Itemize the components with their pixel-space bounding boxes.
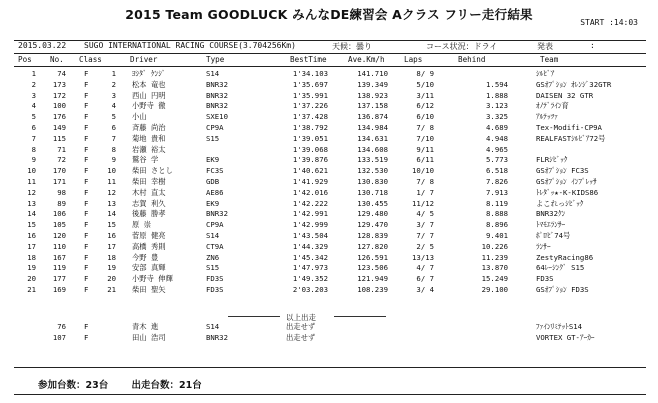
table-row — [0, 188, 658, 197]
cell-no: 100 — [52, 101, 66, 111]
cell-driver: 柴田 幸樹 — [132, 177, 166, 186]
cell-no: 176 — [52, 112, 66, 122]
cell-pos: 3 — [31, 90, 36, 100]
cell-behind: 1.594 — [486, 79, 508, 89]
cell-class: F — [84, 187, 89, 197]
cell-pos: 17 — [27, 241, 36, 251]
cell-no: 89 — [57, 198, 66, 208]
cell-laps: 8/ 9 — [416, 69, 434, 78]
table-row — [0, 242, 658, 251]
cell-best: 1'39.068 — [292, 144, 328, 154]
table-row — [0, 101, 658, 110]
cell-ave: 121.949 — [357, 274, 388, 284]
cell-ave: 141.710 — [357, 69, 388, 78]
cell-laps: 9/11 — [416, 144, 434, 154]
cell-best: 1'34.103 — [292, 69, 328, 78]
header-team: Team — [540, 55, 559, 64]
cell-class-pos: 9 — [111, 155, 116, 165]
event-date: 2015.03.22 — [18, 41, 67, 50]
cell-behind: 7.826 — [486, 177, 508, 186]
cell-driver: 高橋 秀則 — [132, 241, 166, 251]
cell-type: EK9 — [206, 155, 220, 165]
cell-driver: 柴田 さとし — [132, 166, 173, 176]
cell-behind: 11.239 — [481, 252, 508, 262]
cell-laps: 4/ 5 — [416, 209, 434, 219]
cell-best: 1'42.016 — [292, 187, 328, 197]
cell-pos: 14 — [27, 209, 36, 219]
header-ave: Ave.Km/h — [348, 55, 385, 64]
header-pos: Pos — [18, 55, 32, 64]
cell-ave: 134.608 — [357, 144, 388, 154]
divider-footer-top — [14, 367, 646, 368]
cell-class: F — [84, 177, 89, 186]
cell-behind: 3.123 — [486, 101, 508, 111]
cell-laps: 11/12 — [412, 198, 434, 208]
cell-behind: 8.119 — [486, 198, 508, 208]
cell-laps: 10/10 — [412, 166, 434, 176]
cell-team: よこれっｼﾋﾞｯｸ — [536, 198, 584, 208]
cell-no: 106 — [52, 209, 66, 219]
cell-driver: 原 崇 — [132, 220, 151, 230]
cell-class: F — [84, 274, 89, 284]
cell-no: 76 — [57, 322, 66, 331]
cell-best: 1'40.621 — [292, 166, 328, 176]
course-condition: コース状況：ドライ — [426, 42, 498, 51]
cell-team: GSｵﾌﾟｼｮﾝ FD3S — [536, 285, 589, 294]
cell-pos: 2 — [31, 79, 36, 89]
table-row — [0, 91, 658, 100]
cell-ave: 127.820 — [357, 241, 388, 251]
cell-behind: 3.325 — [486, 112, 508, 122]
cell-team: GSｵﾌﾟｼｮﾝ FC3S — [536, 166, 589, 176]
cell-type: GDB — [206, 177, 220, 186]
divider-header — [14, 66, 646, 67]
cell-driver: ﾖｼﾀﾞ ｹﾝｼﾞ — [132, 69, 166, 78]
cell-behind: 10.226 — [481, 241, 508, 251]
table-header — [0, 55, 658, 65]
header-class: Class — [79, 55, 102, 64]
cell-pos: 10 — [27, 166, 36, 176]
cell-laps: 3/11 — [416, 90, 434, 100]
cell-type: S14 — [206, 231, 220, 240]
cell-pos: 13 — [27, 198, 36, 208]
cell-no: 98 — [57, 187, 66, 197]
cell-ave: 139.349 — [357, 79, 388, 89]
cell-behind: 4.689 — [486, 123, 508, 132]
cell-class-pos: 2 — [111, 79, 116, 89]
start-time: START :14:03 — [580, 18, 638, 27]
cell-class-pos: 20 — [107, 274, 116, 284]
cell-type: CT9A — [206, 241, 224, 251]
cell-ave: 134.984 — [357, 123, 388, 132]
cell-no: 177 — [52, 274, 66, 284]
cell-behind: 8.896 — [486, 220, 508, 230]
cell-class-pos: 3 — [111, 90, 116, 100]
cell-type: AE86 — [206, 187, 224, 197]
cell-pos: 6 — [31, 123, 36, 132]
cell-type: FD3S — [206, 285, 224, 294]
cell-class: F — [84, 285, 89, 294]
cell-behind: 29.100 — [481, 285, 508, 294]
cell-team: BNR32ｸﾝ — [536, 209, 566, 219]
cell-driver: 西山 円明 — [132, 90, 166, 100]
cell-driver: 鷲谷 学 — [132, 155, 159, 165]
table-row — [0, 274, 658, 283]
cell-no: 107 — [52, 332, 66, 342]
header-best: BestTime — [290, 55, 327, 64]
cell-pos: 12 — [27, 187, 36, 197]
cell-ave: 129.470 — [357, 220, 388, 230]
cell-behind: 13.870 — [481, 263, 508, 273]
cell-class-pos: 13 — [107, 198, 116, 208]
cell-team: GSｵﾌﾟｼｮﾝ ｲﾝﾌﾟﾚｯｻ — [536, 177, 597, 186]
cell-laps: 7/ 8 — [416, 177, 434, 186]
cell-laps: 4/ 7 — [416, 263, 434, 273]
cell-driver: 青木 進 — [132, 322, 159, 331]
cell-best: 1'42.991 — [292, 209, 328, 219]
cell-class-pos: 8 — [111, 144, 116, 154]
entries-count: 参加台数：23台 — [38, 380, 109, 391]
cell-driver: 木村 直太 — [132, 187, 166, 197]
table-row — [0, 253, 658, 262]
cell-team: ﾌｧｲﾝﾘﾐﾃｯﾄS14 — [536, 322, 583, 331]
table-row — [0, 166, 658, 175]
footer-summary — [38, 377, 222, 391]
table-row — [0, 231, 658, 240]
table-row — [0, 123, 658, 132]
cell-class-pos: 10 — [107, 166, 116, 176]
cell-laps: 2/ 5 — [416, 241, 434, 251]
cell-laps: 6/12 — [416, 101, 434, 111]
cell-class: F — [84, 263, 89, 273]
cell-laps: 7/10 — [416, 133, 434, 143]
cell-class: F — [84, 90, 89, 100]
cell-driver: 小野寺 徹 — [132, 101, 166, 111]
cell-type: BNR32 — [206, 79, 228, 89]
cell-behind: 9.401 — [486, 231, 508, 240]
cell-driver: 柴田 聖矢 — [132, 285, 166, 294]
cell-type: S15 — [206, 263, 220, 273]
cell-class: F — [84, 198, 89, 208]
page-title: 2015 Team GOODLUCK みんなDE練習会 Aクラス フリー走行結果 — [125, 7, 533, 22]
cell-no: 172 — [52, 90, 66, 100]
cell-ave: 130.455 — [357, 198, 388, 208]
cell-driver: 小山 — [132, 112, 147, 122]
cell-best: 1'43.504 — [292, 231, 328, 240]
cell-team: ZestyRacing86 — [536, 252, 594, 262]
cell-team: DAISEN 32 GTR — [536, 90, 594, 100]
cell-best: 1'35.697 — [292, 79, 328, 89]
cell-team: ｼﾙﾋﾞｱ — [536, 69, 555, 78]
cell-no: 167 — [52, 252, 66, 262]
table-row — [0, 134, 658, 143]
divider-dash-left — [228, 316, 280, 317]
cell-type: FD3S — [206, 274, 224, 284]
cell-ave: 136.874 — [357, 112, 388, 122]
cell-pos: 21 — [27, 285, 36, 294]
cell-best: 1'42.222 — [292, 198, 328, 208]
cell-best: 1'37.428 — [292, 112, 328, 122]
cell-best: 出走せず — [286, 322, 316, 331]
cell-pos: 18 — [27, 252, 36, 262]
cell-ave: 130.718 — [357, 187, 388, 197]
cell-type: ZN6 — [206, 252, 220, 262]
cell-no: 72 — [57, 155, 66, 165]
cell-best: 1'42.999 — [292, 220, 328, 230]
cell-driver: 田山 浩司 — [132, 332, 166, 342]
cell-team: ｵﾉﾃﾞﾗｲﾝ育 — [536, 101, 569, 111]
cell-driver: 菊地 貴和 — [132, 133, 166, 143]
cell-class-pos: 12 — [107, 187, 116, 197]
cell-type: CP9A — [206, 220, 224, 230]
cell-no: 173 — [52, 79, 66, 89]
cell-ave: 130.830 — [357, 177, 388, 186]
cell-laps: 7/ 8 — [416, 123, 434, 132]
cell-laps: 3/ 4 — [416, 285, 434, 294]
cell-class: F — [84, 101, 89, 111]
cell-team: Tex-Modifi-CP9A — [536, 123, 602, 132]
cell-no: 119 — [52, 263, 66, 273]
cell-class: F — [84, 231, 89, 240]
cell-class-pos: 19 — [107, 263, 116, 273]
cell-pos: 7 — [31, 133, 36, 143]
table-row — [0, 263, 658, 272]
cell-class-pos: 14 — [107, 209, 116, 219]
cell-behind: 7.913 — [486, 187, 508, 197]
cell-no: 171 — [52, 177, 66, 186]
cell-driver: 小野寺 伸輝 — [132, 274, 173, 284]
cell-best: 1'45.342 — [292, 252, 328, 262]
cell-ave: 134.631 — [357, 133, 388, 143]
cell-pos: 16 — [27, 231, 36, 240]
cell-pos: 19 — [27, 263, 36, 273]
cell-no: 105 — [52, 220, 66, 230]
table-row — [0, 220, 658, 229]
cell-ave: 128.839 — [357, 231, 388, 240]
cell-class-pos: 1 — [111, 69, 116, 78]
table-row — [0, 155, 658, 164]
cell-class-pos: 15 — [107, 220, 116, 230]
cell-behind: 1.888 — [486, 90, 508, 100]
course-name: SUGO INTERNATIONAL RACING COURSE(3.704256Km) — [84, 41, 296, 50]
cell-type: BNR32 — [206, 101, 228, 111]
cell-pos: 9 — [31, 155, 36, 165]
divider-meta — [14, 53, 646, 54]
cell-laps: 7/ 7 — [416, 231, 434, 240]
cell-class: F — [84, 112, 89, 122]
cell-no: 74 — [57, 69, 66, 78]
cell-class: F — [84, 69, 89, 78]
cell-team: ｱﾙﾃｯﾂｧ — [536, 112, 558, 122]
cell-class: F — [84, 79, 89, 89]
table-row — [0, 69, 658, 78]
cell-best: 1'49.352 — [292, 274, 328, 284]
cell-ave: 138.923 — [357, 90, 388, 100]
cell-class: F — [84, 209, 89, 219]
cell-behind: 4.948 — [486, 133, 508, 143]
cell-no: 120 — [52, 231, 66, 240]
cell-behind: 8.888 — [486, 209, 508, 219]
cell-class: F — [84, 252, 89, 262]
cell-team: ﾄﾏﾓｴﾗﾝｻｰ — [536, 220, 566, 230]
header-behind: Behind — [458, 55, 486, 64]
cell-laps: 1/ 7 — [416, 187, 434, 197]
cell-driver: 松本 竜也 — [132, 79, 166, 89]
table-row — [0, 112, 658, 121]
cell-team: REALFASTｼﾙﾋﾞｱ72号 — [536, 133, 606, 143]
cell-type: EK9 — [206, 198, 220, 208]
cell-best: 1'37.226 — [292, 101, 328, 111]
cell-team: ﾄﾚﾀﾞｯ★-K-KIDS86 — [536, 187, 599, 197]
cell-class-pos: 7 — [111, 133, 116, 143]
cell-behind: 5.773 — [486, 155, 508, 165]
cell-class: F — [84, 241, 89, 251]
cell-ave: 132.530 — [357, 166, 388, 176]
cell-class-pos: 17 — [107, 241, 116, 251]
nonstarter-row — [0, 333, 658, 342]
cell-type: BNR32 — [206, 209, 228, 219]
cell-driver: 菅原 健亮 — [132, 231, 166, 240]
cell-no: 149 — [52, 123, 66, 132]
cell-type: S14 — [206, 322, 220, 331]
cell-team: ﾗﾝｻｰ — [536, 241, 551, 251]
cell-class: F — [84, 220, 89, 230]
header-driver: Driver — [130, 55, 158, 64]
cell-pos: 1 — [31, 69, 36, 78]
cell-driver: 志賀 利久 — [132, 198, 166, 208]
cell-ave: 137.158 — [357, 101, 388, 111]
cell-class: F — [84, 166, 89, 176]
cell-ave: 129.480 — [357, 209, 388, 219]
cell-class: F — [84, 332, 89, 342]
cell-driver: 後藤 勝孝 — [132, 209, 166, 219]
cell-class-pos: 5 — [111, 112, 116, 122]
cell-team: VORTEX GT-ｱｰｶｰ — [536, 332, 595, 342]
cell-behind: 6.518 — [486, 166, 508, 176]
cell-behind: 4.965 — [486, 144, 508, 154]
cell-best: 1'39.876 — [292, 155, 328, 165]
cell-pos: 15 — [27, 220, 36, 230]
starters-count: 出走台数：21台 — [131, 380, 202, 391]
cell-class: F — [84, 123, 89, 132]
cell-no: 170 — [52, 166, 66, 176]
cell-ave: 123.506 — [357, 263, 388, 273]
cell-best: 1'47.973 — [292, 263, 328, 273]
cell-pos: 8 — [31, 144, 36, 154]
header-laps: Laps — [404, 55, 423, 64]
cell-type: BNR32 — [206, 90, 228, 100]
cell-type: S15 — [206, 133, 220, 143]
cell-laps: 13/13 — [412, 252, 434, 262]
weather: 天候：曇り — [332, 42, 372, 51]
cell-no: 169 — [52, 285, 66, 294]
cell-type: S14 — [206, 69, 220, 78]
cell-team: 64ﾚｰｼﾝｸﾞ S15 — [536, 263, 585, 273]
table-row — [0, 145, 658, 154]
cell-best: 1'39.051 — [292, 133, 328, 143]
cell-team: FD3S — [536, 274, 554, 284]
cell-pos: 5 — [31, 112, 36, 122]
cell-type: CP9A — [206, 123, 224, 132]
cell-class: F — [84, 155, 89, 165]
cell-type: FC3S — [206, 166, 224, 176]
cell-ave: 126.591 — [357, 252, 388, 262]
cell-best: 1'38.792 — [292, 123, 328, 132]
cell-laps: 6/ 7 — [416, 274, 434, 284]
cell-class-pos: 6 — [111, 123, 116, 132]
cell-best: 1'41.929 — [292, 177, 328, 186]
cell-driver: 斉藤 尚治 — [132, 123, 166, 132]
announce-colon: : — [590, 41, 595, 50]
cell-class: F — [84, 322, 89, 331]
cell-pos: 11 — [27, 177, 36, 186]
cell-class-pos: 4 — [111, 101, 116, 111]
cell-class: F — [84, 133, 89, 143]
cell-best: 1'35.991 — [292, 90, 328, 100]
cell-class-pos: 16 — [107, 231, 116, 240]
cell-best: 2'03.203 — [292, 285, 328, 294]
header-type: Type — [206, 55, 225, 64]
cell-driver: 安部 真輝 — [132, 263, 166, 273]
cell-class: F — [84, 144, 89, 154]
cell-class-pos: 11 — [107, 177, 116, 186]
cell-class-pos: 18 — [107, 252, 116, 262]
cell-team: GSｵﾌﾟｼｮﾝ ｵﾚﾝｼﾞ32GTR — [536, 79, 612, 89]
divider-dash-right — [334, 316, 386, 317]
table-row — [0, 285, 658, 294]
cell-driver: 今野 豊 — [132, 252, 159, 262]
cell-laps: 6/10 — [416, 112, 434, 122]
table-row — [0, 199, 658, 208]
cell-laps: 3/ 7 — [416, 220, 434, 230]
cell-laps: 6/11 — [416, 155, 434, 165]
cell-best: 出走せず — [286, 332, 316, 342]
mid-label: 以上出走 — [286, 313, 316, 322]
table-row — [0, 209, 658, 218]
cell-team: FLRｼﾋﾞｯｸ — [536, 155, 568, 165]
header-no: No. — [50, 55, 64, 64]
cell-driver: 岩瀬 裕太 — [132, 144, 166, 154]
announce-label: 発表 — [537, 42, 553, 51]
cell-no: 71 — [57, 144, 66, 154]
cell-no: 115 — [52, 133, 66, 143]
cell-type: SXE10 — [206, 112, 228, 122]
cell-class-pos: 21 — [107, 285, 116, 294]
cell-ave: 108.239 — [357, 285, 388, 294]
meta-bar — [0, 41, 658, 52]
divider-footer-bottom — [14, 394, 646, 395]
table-row — [0, 177, 658, 186]
cell-best: 1'44.329 — [292, 241, 328, 251]
cell-pos: 4 — [31, 101, 36, 111]
cell-laps: 5/10 — [416, 79, 434, 89]
cell-ave: 133.519 — [357, 155, 388, 165]
table-row — [0, 80, 658, 89]
cell-type: BNR32 — [206, 332, 228, 342]
nonstarter-row — [0, 322, 658, 331]
cell-team: ﾎﾟﾛﾋﾞ74号 — [536, 231, 571, 240]
cell-behind: 15.249 — [481, 274, 508, 284]
cell-pos: 20 — [27, 274, 36, 284]
cell-no: 110 — [52, 241, 66, 251]
